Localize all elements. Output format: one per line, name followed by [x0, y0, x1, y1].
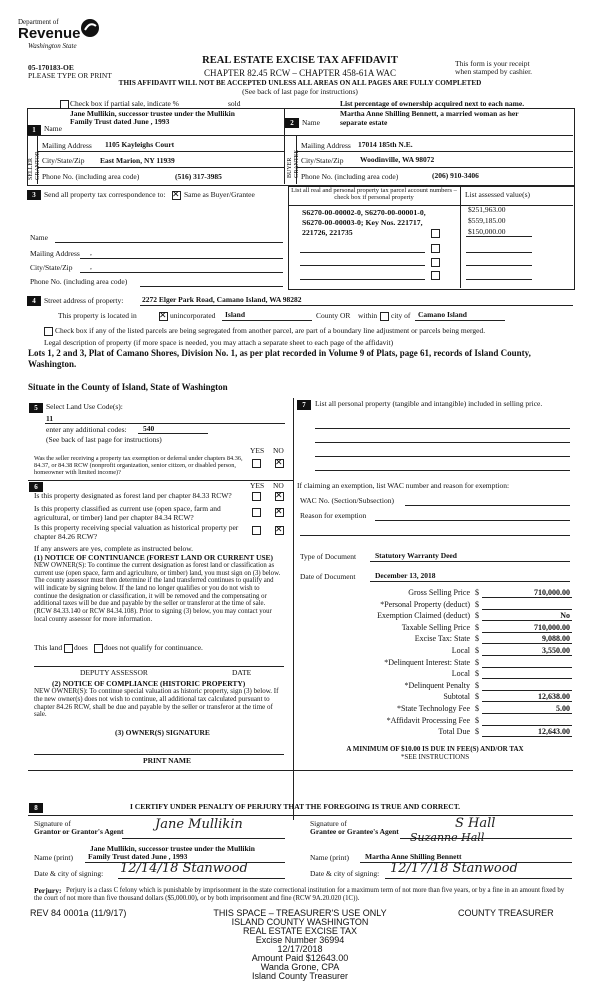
- seller-date-city-label: Date & city of signing:: [34, 869, 104, 878]
- money-label-12: Total Due: [438, 727, 470, 736]
- buyer-print-name[interactable]: Martha Anne Shilling Bennett: [365, 852, 462, 861]
- section-3-number: 3: [27, 190, 41, 200]
- s6-no-header: NO: [273, 481, 284, 490]
- minimum-due-notice: A MINIMUM OF $10.00 IS DUE IN FEE(S) AND/OR TAX: [346, 745, 524, 753]
- money-value-10[interactable]: 5.00: [556, 704, 570, 713]
- city-of-checkbox[interactable]: [380, 312, 389, 321]
- money-underline-10: [482, 713, 572, 714]
- money-dollar-7: $: [475, 669, 479, 678]
- land-does-not-checkbox[interactable]: [94, 644, 103, 653]
- document-date-value[interactable]: December 13, 2018: [375, 571, 436, 580]
- current-use-question: Is this property classified as current use (open space, farm and agricultural, or timber) land per chapter 84.34 RCW?: [34, 504, 221, 522]
- land-use-see-back: (See back of last page for instructions): [46, 435, 162, 444]
- money-label-6: *Delinquent Interest: State: [384, 658, 470, 667]
- segregated-checkbox[interactable]: [44, 327, 53, 336]
- department-logo: [18, 18, 98, 58]
- money-underline-11: [482, 725, 572, 726]
- document-date-label: Date of Document: [300, 572, 356, 581]
- money-value-3[interactable]: 710,000.00: [534, 623, 570, 632]
- land-use-label: Select Land Use Code(s):: [46, 402, 123, 411]
- money-underline-5: [482, 655, 572, 656]
- legal-description-value[interactable]: Lots 1, 2 and 3, Plat of Camano Shores, Division No. 1, as per plat recorded in Volume 9 of Plats, page 61, records of Island County, Washington.: [28, 348, 531, 369]
- see-back: (See back of last page for instructions): [242, 87, 358, 96]
- buyer-date-city-value[interactable]: 12/17/18 Stanwood: [390, 861, 518, 876]
- county-or-label: County OR: [316, 311, 351, 320]
- land-does-checkbox[interactable]: [64, 644, 73, 653]
- seller-grantor-side-label: SELLER GRANTOR: [28, 151, 41, 180]
- same-as-buyer-label: Same as Buyer/Grantee: [184, 190, 255, 199]
- money-label-1: *Personal Property (deduct): [380, 600, 470, 609]
- buyer-mailing-value[interactable]: 17014 185th N.E.: [358, 140, 413, 149]
- stamp-line-6: Wanda Grone, CPA: [260, 962, 340, 972]
- segregated-label: Check box if any of the listed parcels are being segregated from another parcel, are part of a boundary line adjustment or parcels being merged.: [55, 326, 486, 335]
- same-as-buyer-checkbox[interactable]: [172, 191, 181, 200]
- notice-continuance-title: (1) NOTICE OF CONTINUANCE (FOREST LAND OR CURRENT USE): [34, 553, 274, 562]
- owner-signature-label: (3) OWNER(S) SIGNATURE: [115, 728, 210, 737]
- grantor-agent-label: Grantor or Grantor's Agent: [34, 827, 124, 836]
- document-type-value[interactable]: Statutory Warranty Deed: [375, 551, 457, 560]
- money-value-12[interactable]: 12,643.00: [538, 727, 570, 736]
- money-value-5[interactable]: 3,550.00: [542, 646, 570, 655]
- corr-name-label: Name: [30, 233, 48, 242]
- money-label-11: *Affidavit Processing Fee: [386, 716, 470, 725]
- corr-mailing-value[interactable]: ,: [90, 248, 92, 257]
- seller-name-line1[interactable]: Jane Mullikin, successor trustee under the Mullikin: [70, 109, 235, 118]
- s5-yes-checkbox[interactable]: [252, 459, 261, 468]
- seller-city-label: City/State/Zip: [42, 156, 85, 165]
- seller-name-label: Name: [44, 124, 62, 133]
- situate-text[interactable]: Situate in the County of Island, State of Washington: [28, 382, 228, 392]
- money-label-8: *Delinquent Penalty: [404, 681, 470, 690]
- corr-mailing-label: Mailing Address: [30, 249, 80, 258]
- assessed-values-header: List assessed value(s): [465, 190, 530, 199]
- logo-state-text: Washington State: [28, 42, 77, 50]
- seller-mailing-label: Mailing Address: [42, 141, 92, 150]
- money-value-2[interactable]: No: [560, 611, 570, 620]
- money-dollar-12: $: [475, 727, 479, 736]
- county-treasurer-label: COUNTY TREASURER: [458, 908, 554, 918]
- buyer-signature-of-label: Signature of: [310, 819, 347, 828]
- not-qualify-label: does not qualify for continuance.: [104, 643, 203, 652]
- seller-name-line2[interactable]: Family Trust dated June , 1993: [70, 117, 170, 126]
- money-underline-8: [482, 690, 572, 691]
- s5-yes-header: YES: [250, 446, 265, 455]
- buyer-name-line1[interactable]: Martha Anne Shilling Bennett, a married woman as her: [340, 109, 519, 118]
- seller-print-name-line2[interactable]: Family Trust dated June , 1993: [88, 852, 188, 861]
- seller-city-value[interactable]: East Marion, NY 11939: [100, 156, 175, 165]
- exemption-question: Was the seller receiving a property tax exemption or deferral under chapters 84.36, 84.37, or 84.38 RCW (nonprofit organization, senior citizen, or disabled person, homeowner with limited income)?: [34, 455, 243, 477]
- money-label-10: *State Technology Fee: [396, 704, 470, 713]
- money-underline-9: [482, 701, 572, 702]
- buyer-city-value[interactable]: Woodinville, WA 98072: [360, 155, 435, 164]
- money-dollar-6: $: [475, 658, 479, 667]
- corr-phone-label: Phone No. (including area code): [30, 277, 128, 286]
- correspondence-label: Send all property tax correspondence to:: [44, 190, 166, 199]
- legal-description-label: Legal description of property (if more space is needed, you may attach a separate sheet to each page of the affidavit): [44, 338, 394, 347]
- perjury-text: Perjury is a class C felony which is punishable by imprisonment in the state correctional institution for a maximum term of not more than five years, or by a fine in an amount fixed by the court of not more than five thousand dollars ($5,000.00), or by both imprisonment and fine (RCW 9A.20.020 (1C)).: [34, 887, 565, 903]
- historic-yes-checkbox[interactable]: [252, 526, 261, 535]
- claim-exemption-label: If claiming an exemption, list WAC number and reason for exemption:: [297, 481, 510, 490]
- buyer-name-label: Name: [302, 118, 320, 127]
- document-type-label: Type of Document: [300, 552, 357, 561]
- sold-label: sold: [228, 99, 241, 108]
- s6-yes-header: YES: [250, 481, 265, 490]
- this-land-label: This land: [34, 643, 63, 652]
- money-value-4[interactable]: 9,088.00: [542, 634, 570, 643]
- located-in-label: This property is located in: [58, 311, 137, 320]
- wac-number-label: WAC No. (Section/Subsection): [300, 496, 394, 505]
- money-label-2: Exemption Claimed (deduct): [377, 611, 470, 620]
- receipt-line2: when stamped by cashier.: [455, 67, 533, 76]
- buyer-date-city-label: Date & city of signing:: [310, 869, 380, 878]
- unincorporated-label: unincorporated: [170, 311, 216, 320]
- does-label: does: [74, 643, 88, 652]
- treasurer-use-only: THIS SPACE – TREASURER'S USE ONLY: [213, 908, 387, 918]
- notice-continuance-text: NEW OWNER(S): To continue the current designation as forest land or classification as current use (open space, farm and agriculture, or timber) land, you must sign on (3) below. The county assessor must then determine if the land transferred continues to qualify and will indicate by signing below. If the land no longer qualifies or you do not wish to continue the designation or classification, it will be removed and the compensating or additional taxes will be due and payable by the seller or transferor at the time of sale. (RCW 84.33.140 or RCW 84.34.108). Prior to signing (3) below, you may contact your local county assessor for more information.: [34, 562, 281, 623]
- money-label-9: Subtotal: [443, 692, 470, 701]
- money-underline-4: [482, 643, 572, 644]
- money-dollar-10: $: [475, 704, 479, 713]
- money-dollar-5: $: [475, 646, 479, 655]
- buyer-phone-label: Phone No. (including area code): [301, 172, 399, 181]
- form-chapter: CHAPTER 82.45 RCW – CHAPTER 458-61A WAC: [204, 68, 396, 78]
- print-name-label: PRINT NAME: [143, 756, 191, 765]
- forest-land-question: Is this property designated as forest land per chapter 84.33 RCW?: [34, 491, 232, 500]
- stamp-line-1: ISLAND COUNTY WASHINGTON: [231, 917, 369, 927]
- personal-property-checkbox-1[interactable]: [431, 229, 440, 238]
- certify-statement: I CERTIFY UNDER PENALTY OF PERJURY THAT THE FOREGOING IS TRUE AND CORRECT.: [130, 802, 461, 811]
- money-label-5: Local: [451, 646, 470, 655]
- list-pct-label: List percentage of ownership acquired next to each name.: [340, 99, 525, 108]
- money-value-0[interactable]: 710,000.00: [534, 588, 570, 597]
- city-of-value[interactable]: Camano Island: [418, 310, 467, 319]
- seller-print-name-line1[interactable]: Jane Mullikin, successor trustee under the Mullikin: [90, 844, 255, 853]
- corr-city-value[interactable]: ,: [90, 262, 92, 271]
- deputy-assessor-label: DEPUTY ASSESSOR: [80, 668, 148, 677]
- current-use-no-checkbox[interactable]: [275, 508, 284, 517]
- s5-no-header: NO: [273, 446, 284, 455]
- seller-signature-of-label: Signature of: [34, 819, 71, 828]
- money-dollar-9: $: [475, 692, 479, 701]
- seller-phone-label: Phone No. (including area code): [42, 172, 140, 181]
- money-underline-12: [482, 736, 572, 737]
- money-dollar-1: $: [475, 600, 479, 609]
- money-underline-0: [482, 597, 572, 598]
- historic-question: Is this property receiving special valuation as historical property per chapter 84.26 RCW?: [34, 523, 239, 541]
- parcels-header: List all real and personal property tax parcel account numbers – check box if personal property: [291, 187, 457, 202]
- logo-dept-text: Department of: [18, 18, 59, 26]
- current-use-yes-checkbox[interactable]: [252, 508, 261, 517]
- buyer-mailing-label: Mailing Address: [301, 141, 351, 150]
- notice-compliance-title: (2) NOTICE OF COMPLIANCE (HISTORIC PROPERTY): [52, 679, 246, 688]
- section-1-number: 1: [27, 125, 41, 135]
- money-dollar-0: $: [475, 588, 479, 597]
- stamp-line-5: Amount Paid $12643.00: [251, 953, 349, 963]
- buyer-name-print-label: Name (print): [310, 853, 349, 862]
- seller-date-city-value[interactable]: 12/14/18 Stanwood: [120, 861, 248, 876]
- money-dollar-3: $: [475, 623, 479, 632]
- money-underline-1: [482, 609, 572, 610]
- section-2-number: 2: [285, 118, 299, 128]
- money-label-7: Local: [451, 669, 470, 678]
- if-yes-instruction: If any answers are yes, complete as instructed below.: [34, 544, 194, 553]
- section-6-number: 6: [29, 482, 43, 492]
- buyer-phone-value[interactable]: (206) 910-3406: [432, 171, 479, 180]
- personal-property-label: List all personal property (tangible and intangible) included in selling price.: [315, 399, 543, 408]
- section-8-number: 8: [29, 803, 43, 813]
- forest-no-checkbox[interactable]: [275, 492, 284, 501]
- section-7-number: 7: [297, 400, 311, 410]
- buyer-grantee-side-label: BUYER GRANTEE: [287, 150, 300, 178]
- seller-name-print-label: Name (print): [34, 853, 73, 862]
- buyer-city-label: City/State/Zip: [301, 156, 344, 165]
- personal-property-checkbox-2[interactable]: [431, 244, 440, 253]
- seller-mailing-value[interactable]: 1105 Kayleighs Court: [105, 140, 175, 149]
- logo-mark-icon: [80, 18, 100, 38]
- additional-codes-value[interactable]: 540: [143, 424, 155, 433]
- money-dollar-11: $: [475, 716, 479, 725]
- grantee-signature-name[interactable]: Suzanne Hall: [410, 831, 485, 844]
- street-address-label: Street address of property:: [44, 296, 124, 305]
- perjury-heading: Perjury:: [34, 886, 62, 895]
- grantee-agent-label: Grantee or Grantee's Agent: [310, 827, 399, 836]
- assessed-value-3[interactable]: $150,000.00: [468, 227, 506, 236]
- street-address-value[interactable]: 2272 Elger Park Road, Camano Island, WA 98282: [142, 295, 302, 304]
- money-value-9[interactable]: 12,638.00: [538, 692, 570, 701]
- stamp-line-3: Excise Number 36994: [255, 935, 345, 945]
- money-dollar-2: $: [475, 611, 479, 620]
- assessor-date-label: DATE: [232, 668, 252, 677]
- section-5-number: 5: [29, 403, 43, 413]
- buyer-name-line2[interactable]: separate estate: [340, 118, 388, 127]
- section-4-number: 4: [27, 296, 41, 306]
- within-label: within: [358, 311, 378, 320]
- see-instructions-note: *SEE INSTRUCTIONS: [400, 753, 470, 761]
- form-title: REAL ESTATE EXCISE TAX AFFIDAVIT: [202, 55, 398, 66]
- money-underline-3: [482, 632, 572, 633]
- personal-property-checkbox-3[interactable]: [431, 258, 440, 267]
- land-use-code[interactable]: 11: [46, 414, 54, 423]
- money-label-4: Excise Tax: State: [414, 634, 470, 643]
- please-type: PLEASE TYPE OR PRINT: [28, 71, 112, 80]
- reason-exemption-label: Reason for exemption: [300, 511, 367, 520]
- s5-no-checkbox[interactable]: [275, 459, 284, 468]
- receipt-line1: This form is your receipt: [455, 59, 530, 68]
- form-code: 05-170183-OE: [28, 63, 74, 72]
- notice-compliance-text: NEW OWNER(S): To continue special valuation as historic property, sign (3) below. If the new owner(s) does not wish to continue, all additional tax calculated pursuant to chapter 84.26 RCW, shall be due and payable by the seller or transferor at the time of sale.: [34, 687, 279, 719]
- historic-no-checkbox[interactable]: [275, 526, 284, 535]
- money-underline-6: [482, 667, 572, 668]
- parcel-numbers[interactable]: S6270-00-00002-0, S6270-00-00001-0, S6270-00-00003-0; Key Nos. 221717, 221726, 221735: [302, 208, 426, 238]
- grantor-signature[interactable]: Jane Mullikin: [155, 817, 243, 832]
- money-dollar-8: $: [475, 681, 479, 690]
- personal-property-checkbox-4[interactable]: [431, 271, 440, 280]
- money-label-0: Gross Selling Price: [408, 588, 470, 597]
- grantee-signature[interactable]: S Hall: [455, 816, 496, 831]
- assessed-value-2[interactable]: $559,185.00: [468, 216, 506, 225]
- money-underline-7: [482, 678, 572, 679]
- corr-city-label: City/State/Zip: [30, 263, 73, 272]
- forest-yes-checkbox[interactable]: [252, 492, 261, 501]
- money-underline-2: [482, 620, 572, 621]
- logo-revenue-text: Revenue: [18, 25, 81, 42]
- city-of-label: city of: [391, 311, 411, 320]
- seller-phone-value[interactable]: (516) 317-3985: [175, 172, 222, 181]
- partial-sale-label: Check box if partial sale, indicate %: [70, 99, 179, 108]
- assessed-value-1[interactable]: $251,963.00: [468, 205, 506, 214]
- unincorporated-county-value[interactable]: Island: [225, 310, 246, 319]
- stamp-line-2: REAL ESTATE EXCISE TAX: [242, 926, 358, 936]
- money-label-3: Taxable Selling Price: [401, 623, 470, 632]
- unincorporated-checkbox[interactable]: [159, 312, 168, 321]
- stamp-line-4: 12/17/2018: [277, 944, 323, 954]
- form-revision: REV 84 0001a (11/9/17): [30, 908, 127, 918]
- stamp-line-7: Island County Treasurer: [251, 971, 349, 981]
- additional-codes-label: enter any additional codes:: [46, 425, 127, 434]
- form-warning: THIS AFFIDAVIT WILL NOT BE ACCEPTED UNLESS ALL AREAS ON ALL PAGES ARE FULLY COMPLETED: [118, 79, 482, 87]
- money-dollar-4: $: [475, 634, 479, 643]
